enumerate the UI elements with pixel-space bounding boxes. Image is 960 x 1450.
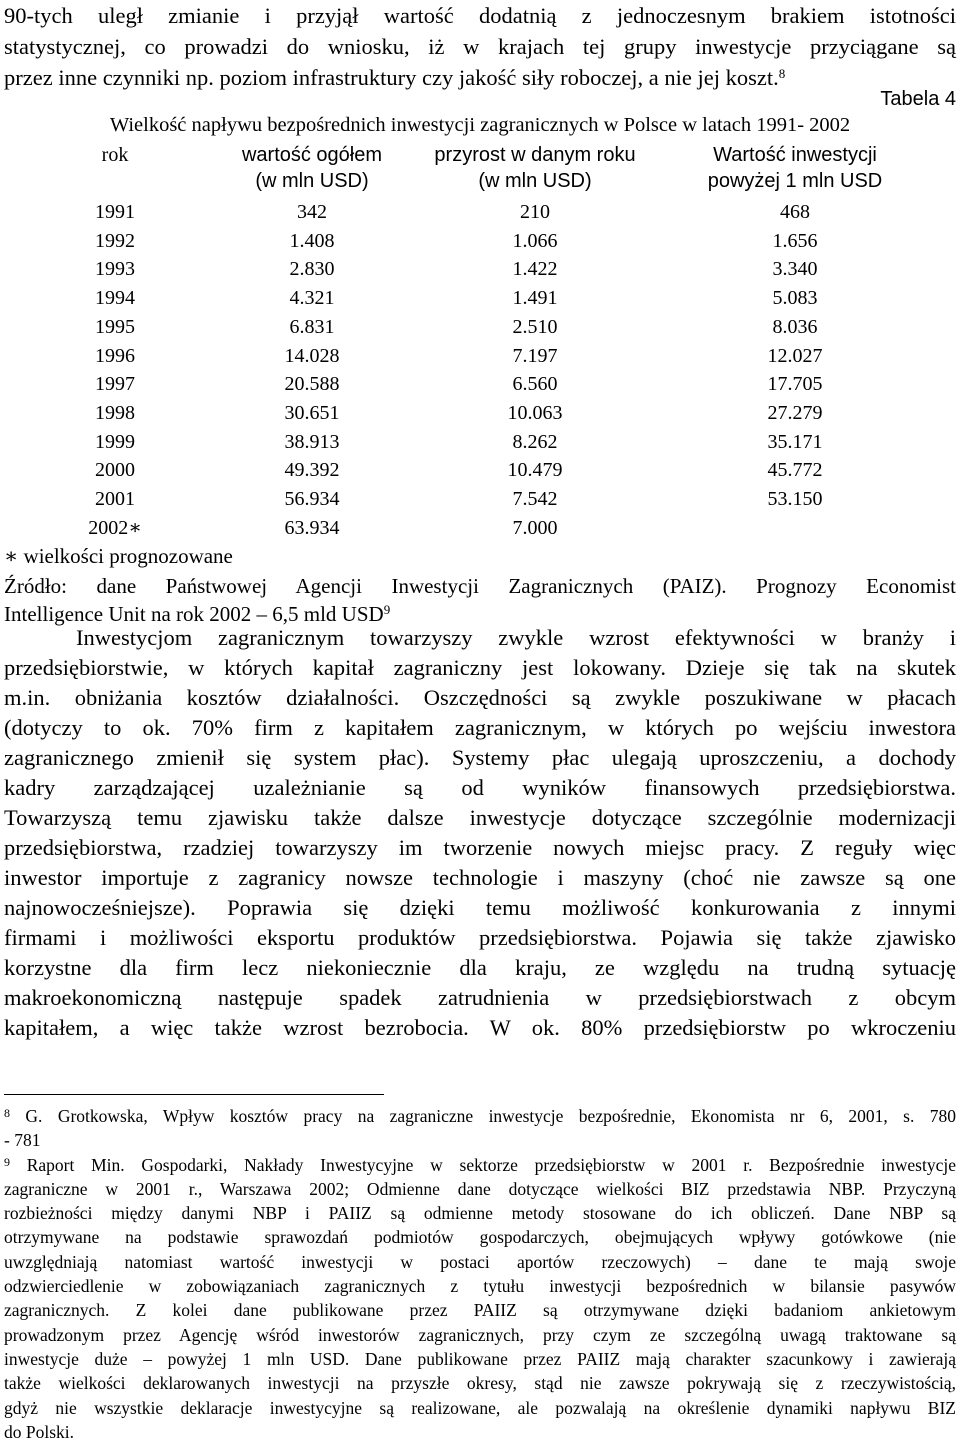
table-cell: 14.028 <box>284 344 340 367</box>
table-cell: 8.262 <box>512 430 558 453</box>
table-cell: 2000 <box>95 459 135 482</box>
table-cell: 38.913 <box>284 430 340 453</box>
table-header-large <box>670 142 920 194</box>
table-cell: 2001 <box>95 488 135 510</box>
table-cell: 342 <box>297 201 327 223</box>
table-cell: 2002∗ <box>88 516 142 539</box>
table-cell: 2.830 <box>289 258 335 281</box>
table-cell: 1997 <box>95 373 135 396</box>
intro-line-last <box>4 62 956 93</box>
table-cell: 1999 <box>95 430 135 453</box>
table-cell: 1.066 <box>512 229 558 252</box>
table-cell: 1.491 <box>512 287 558 310</box>
body-paragraph <box>4 623 956 1043</box>
footnote-8 <box>4 1104 956 1128</box>
table-cell: 12.027 <box>767 344 823 367</box>
table-cell: 1992 <box>95 229 135 252</box>
paragraph-line: Inwestycjom zagranicznym towarzyszy zwykle wzrost efektywności w branży i <box>76 625 956 650</box>
footnote-8-cont: - 781 <box>4 1130 41 1151</box>
table-cell: 1.422 <box>512 258 558 281</box>
table-row <box>60 514 920 542</box>
footnote-divider <box>4 1094 384 1095</box>
table-header-increase <box>420 142 650 194</box>
footnote-text: G. Grotkowska, Wpływ kosztów pracy na zagraniczne inwestycje bezpośrednie, Ekonomista nr 6, 2001, s. 780 <box>25 1106 957 1126</box>
table-cell: 3.340 <box>772 258 818 281</box>
paragraph-line: (dotyczy to ok. 70% firm z kapitałem zagranicznym, w których po wejściu inwestora <box>4 715 956 740</box>
paragraph-line: kapitałem, a więc także wzrost bezrobocia. W ok. 80% przedsiębiorstw po wkroczeniu <box>4 1015 956 1040</box>
table-cell: 30.651 <box>284 401 340 424</box>
table-cell: 8.036 <box>772 315 818 338</box>
footnote-line: otrzymywane na podstawie sprawozdań podmiotów gospodarczych, obejmujących wpływy gotówkowe (nie <box>4 1227 956 1248</box>
footnote-line: także wielkości deklarowanych inwestycji na przyszłe okresy, stąd nie zawsze pokrywają się z rzeczywistością, <box>4 1373 956 1394</box>
table-cell: 53.150 <box>767 488 823 510</box>
paragraph-line: korzystne dla firm lecz niekoniecznie dla kraju, ze względu na trudną sytuację <box>4 955 956 980</box>
table-row <box>60 370 920 398</box>
table-cell: 7.542 <box>512 488 558 510</box>
table-cell: 56.934 <box>284 488 340 510</box>
table-row <box>60 313 920 341</box>
footnote-line: odzwierciedlenie w zobowiązaniach zagranicznych z tytułu inwestycji bezpośrednich w bilansie pasywów <box>4 1276 956 1297</box>
table-row <box>60 284 920 312</box>
footnote-9 <box>4 1153 956 1445</box>
header-line: (w mln USD) <box>478 170 592 192</box>
paragraph-line: najnowocześniejsze). Poprawia się dzięki temu możliwość konkurowania z innymi <box>4 895 956 920</box>
table-cell: 1998 <box>95 401 135 424</box>
table-cell: 63.934 <box>284 516 340 539</box>
table-cell: 5.083 <box>772 287 818 310</box>
source-line: Źródło: dane Państwowej Agencji Inwestycji Zagranicznych (PAIZ). Prognozy Economist <box>4 574 956 598</box>
table-cell: 35.171 <box>767 430 823 453</box>
table-cell: 1994 <box>95 287 135 310</box>
footnote-line: zagranicznych. Z kolei dane publikowane przez PAIIZ są otrzymywane dzięki badaniom ankietowym <box>4 1300 956 1321</box>
table-note: ∗ wielkości prognozowane <box>4 544 233 568</box>
table-cell: 6.831 <box>289 315 335 338</box>
header-line: Wartość inwestycji <box>713 144 877 166</box>
paragraph-line: makroekonomiczną następuje spadek zatrudnienia w przedsiębiorstwach z obcym <box>4 985 956 1010</box>
table-cell: 1995 <box>95 315 135 338</box>
paragraph-line: kadry zarządzającej uzależnianie są od wyników finansowych przedsiębiorstwa. <box>4 775 956 800</box>
footnote-ref-8[interactable]: 8 <box>778 66 786 81</box>
paragraph-line: m.in. obniżania kosztów działalności. Oszczędności są zwykle poszukiwane w płacach <box>4 685 956 710</box>
paragraph-line: przedsiębiorstwie, w których kapitał zagraniczny jest lokowany. Dzieje się tak na skutek <box>4 655 956 680</box>
table-row <box>60 399 920 427</box>
footnote-number: 9 <box>4 1154 10 1169</box>
table-row <box>60 198 920 226</box>
footnote-line: zagraniczne w 2001 r., Warszawa 2002; Odmienne dane dotyczące wielkości BIZ przedstawia NBP. Przyczyną <box>4 1178 956 1199</box>
header-line: przyrost w danym roku <box>434 144 636 166</box>
footnote-line: uwzględniają natomiast wartość inwestycji w postaci aportów rzeczowych) – dane te mają swoje <box>4 1251 956 1272</box>
table-header-rok <box>60 142 170 168</box>
table-cell: 20.588 <box>284 373 340 396</box>
table-cell: 6.560 <box>512 373 558 396</box>
table-cell: 1996 <box>95 344 135 367</box>
table-cell: 10.063 <box>507 401 563 424</box>
header-line: wartość ogółem <box>241 144 383 166</box>
header-line: powyżej 1 mln USD <box>707 170 883 192</box>
footnote-line: inwestycje duże – powyżej 1 mln USD. Dane publikowane przez PAIIZ mają charakter szacunkowy i zawierają <box>4 1348 956 1369</box>
table-cell: 7.197 <box>512 344 558 367</box>
footnotes <box>4 1104 956 1444</box>
table-cell: 1.408 <box>289 229 335 252</box>
paragraph-line: firmami i możliwości eksportu produktów przedsiębiorstwa. Pojawia się także zjawisko <box>4 925 956 950</box>
table-label: Tabela 4 <box>880 88 956 110</box>
paragraph-line: przedsiębiorstwa, rzadziej towarzyszy im tworzenie nowych miejsc pracy. Z reguły więc <box>4 835 956 860</box>
footnote-line: prowadzonym przez Agencję wśród inwestorów zagranicznych, przy czym ze szczególną uwagą traktowane są <box>4 1324 956 1345</box>
table-row <box>60 227 920 255</box>
table-cell: 4.321 <box>289 287 335 310</box>
table-source <box>4 572 956 628</box>
table-row <box>60 428 920 456</box>
table-cell: 7.000 <box>512 516 558 539</box>
table-cell: 468 <box>780 201 810 223</box>
paragraph-line: zagranicznego zmienił się system płac). Systemy płac ulegają uproszczeniu, a dochody <box>4 745 956 770</box>
table-cell: 10.479 <box>507 459 563 482</box>
table-cell: 1991 <box>95 201 135 223</box>
intro-line-text: przez inne czynniki np. poziom infrastruktury czy jakość siły roboczej, a nie jej koszt. <box>4 65 779 90</box>
table-cell: 1993 <box>95 258 135 281</box>
header-line: rok <box>101 144 129 166</box>
footnote-line: do Polski. <box>4 1421 75 1442</box>
table-caption: Wielkość napływu bezpośrednich inwestycji zagranicznych w Polsce w latach 1991- 2002 <box>109 114 851 136</box>
source-line-text: Intelligence Unit na rok 2002 – 6,5 mld USD <box>4 602 384 626</box>
table-cell: 210 <box>520 201 550 223</box>
table-header-total <box>212 142 412 194</box>
intro-line: 90-tych uległ zmianie i przyjął wartość dodatnią z jednoczesnym brakiem istotności <box>4 3 956 28</box>
table-row <box>60 456 920 484</box>
footnote-text: Raport Min. Gospodarki, Nakłady Inwestycyjne w sektorze przedsiębiorstw w 2001 r. Bezpośrednie inwestycje <box>26 1154 956 1175</box>
footnote-ref-9[interactable]: 9 <box>383 602 391 617</box>
table-cell: 17.705 <box>767 373 823 396</box>
table-cell: 2.510 <box>512 315 558 338</box>
table-cell: 45.772 <box>767 459 823 482</box>
table-row <box>60 485 920 513</box>
table-cell: 27.279 <box>767 401 823 424</box>
table-cell: 1.656 <box>772 229 818 252</box>
header-line: (w mln USD) <box>255 170 369 192</box>
table-row <box>60 342 920 370</box>
footnote-line: gdyż nie wszystkie deklaracje inwestycyjne są realizowane, ale pozwalają na określenie dynamiki napływu BIZ <box>4 1397 956 1418</box>
footnote-line <box>4 1153 956 1177</box>
footnote-line: rozbieżności między danymi NBP i PAIIZ są odmienne metody stosowane do ich obliczeń. Dane NBP są <box>4 1203 956 1224</box>
footnote-number: 8 <box>4 1106 10 1120</box>
table-cell: 49.392 <box>284 459 340 482</box>
paragraph-line: Towarzyszą temu zjawisku także dalsze inwestycje dotyczące szczególnie modernizacji <box>4 805 956 830</box>
intro-paragraph <box>4 0 956 93</box>
table-row <box>60 255 920 283</box>
paragraph-line: inwestor importuje z zagranicy nowsze technologie i maszyny (choć nie zawsze są one <box>4 865 956 890</box>
intro-line: statystycznej, co prowadzi do wniosku, iż w krajach tej grupy inwestycje przyciągane są <box>4 34 956 59</box>
